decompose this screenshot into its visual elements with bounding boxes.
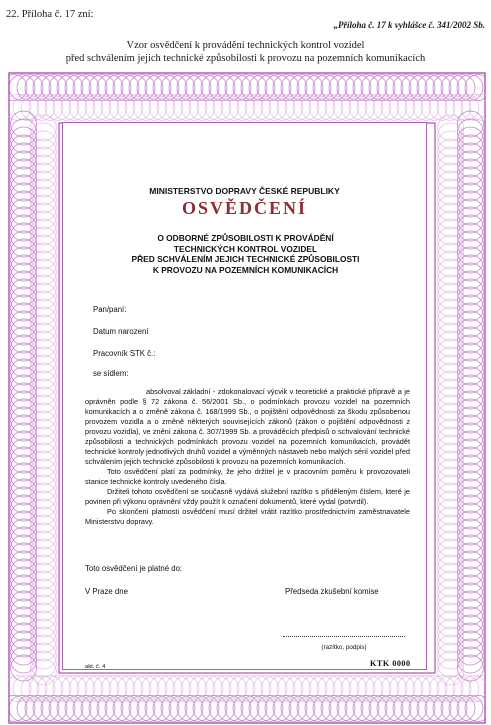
signature-line (283, 636, 405, 637)
certificate-serial-number: KTK 0000 (370, 659, 411, 668)
certificate-body (85, 387, 410, 527)
body-paragraph: Toto osvědčení platí za podmínky, že jeho držitel je v pracovním poměru k provozovateli stanice technické kontroly uvedeného čísla. (85, 467, 410, 486)
certificate-subtitle (103, 233, 388, 275)
certificate-frame (8, 72, 486, 724)
certificate-title: OSVĚDČENÍ (181, 198, 308, 218)
commission-chair-label: Předseda zkušební komise (285, 587, 379, 596)
body-paragraph: Po skončení platnosti osvědčení musí držitel vrátit razítko prostřednictvím zaměstnavatele Ministerstvu dopravy. (85, 507, 410, 526)
field-name-label: Pan/paní: (93, 305, 127, 314)
ministry-name: MINISTERSTVO DOPRAVY ČESKÉ REPUBLIKY (149, 186, 340, 196)
header-left-note: 22. Příloha č. 17 zní: (6, 9, 94, 20)
certificate-paper (62, 122, 427, 670)
stamp-signature-caption: (razítko, podpis) (321, 644, 367, 651)
subtitle-line: TECHNICKÝCH KONTROL VOZIDEL (173, 243, 318, 254)
form-number: akt. č. 4 (85, 664, 106, 670)
validity-label: Toto osvědčení je platné do: (85, 564, 183, 573)
intro-line-2: před schválením jejich technické způsobilosti k provozu na pozemních komunikacích (65, 53, 426, 64)
header-right-note: „Příloha č. 17 k vyhlášce č. 341/2002 Sb. (333, 20, 485, 30)
body-paragraph: absolvoval základní - zdokonalovací výcvik v teoretické a praktické přípravě a je oprávněn podle § 72 zákona č. 56/2001 Sb., o podmínkách provozu vozidel na pozemních komunikacích a o změně zákona č. 168/1999 Sb., o pojištění odpovědnosti za škodu způsobenou provozem vozidla a o změně některých souvisejících zákonů (zákon o pojištění odpovědnosti z provozu vozidla), ve znění zákona č. 307/1999 Sb. a prováděcích předpisů o schvalování technické způsobilosti a technických podmínkách provozu vozidel na pozemních komunikacích, provádět technické kontroly jednotlivých druhů vozidel a výměnných nástaveb nebo malých sérií vozidel před schválením jejich technické způsobilosti k provozu na pozemních komunikacích. (85, 387, 410, 466)
place-date-label: V Praze dne (85, 587, 128, 596)
field-seat-label: se sídlem: (93, 369, 129, 378)
field-birth-date-label: Datum narození (93, 327, 149, 336)
field-stk-worker-label: Pracovník STK č.: (93, 349, 156, 358)
body-paragraph: Držiteli tohoto osvědčení se současně vydává služební razítko s přiděleným číslem, které je povinen při výkonu oprávnění vždy použít k označení dokumentů, které vydal (potvrdil). (85, 487, 410, 506)
subtitle-line: O ODBORNÉ ZPŮSOBILOSTI K PROVÁDĚNÍ (157, 233, 334, 243)
subtitle-line: K PROVOZU NA POZEMNÍCH KOMUNIKACÍCH (152, 264, 339, 275)
intro-line-1: Vzor osvědčení k provádění technických kontrol vozidel (126, 40, 365, 51)
subtitle-line: PŘED SCHVÁLENÍM JEJICH TECHNICKÉ ZPŮSOBILOSTI (131, 254, 360, 264)
